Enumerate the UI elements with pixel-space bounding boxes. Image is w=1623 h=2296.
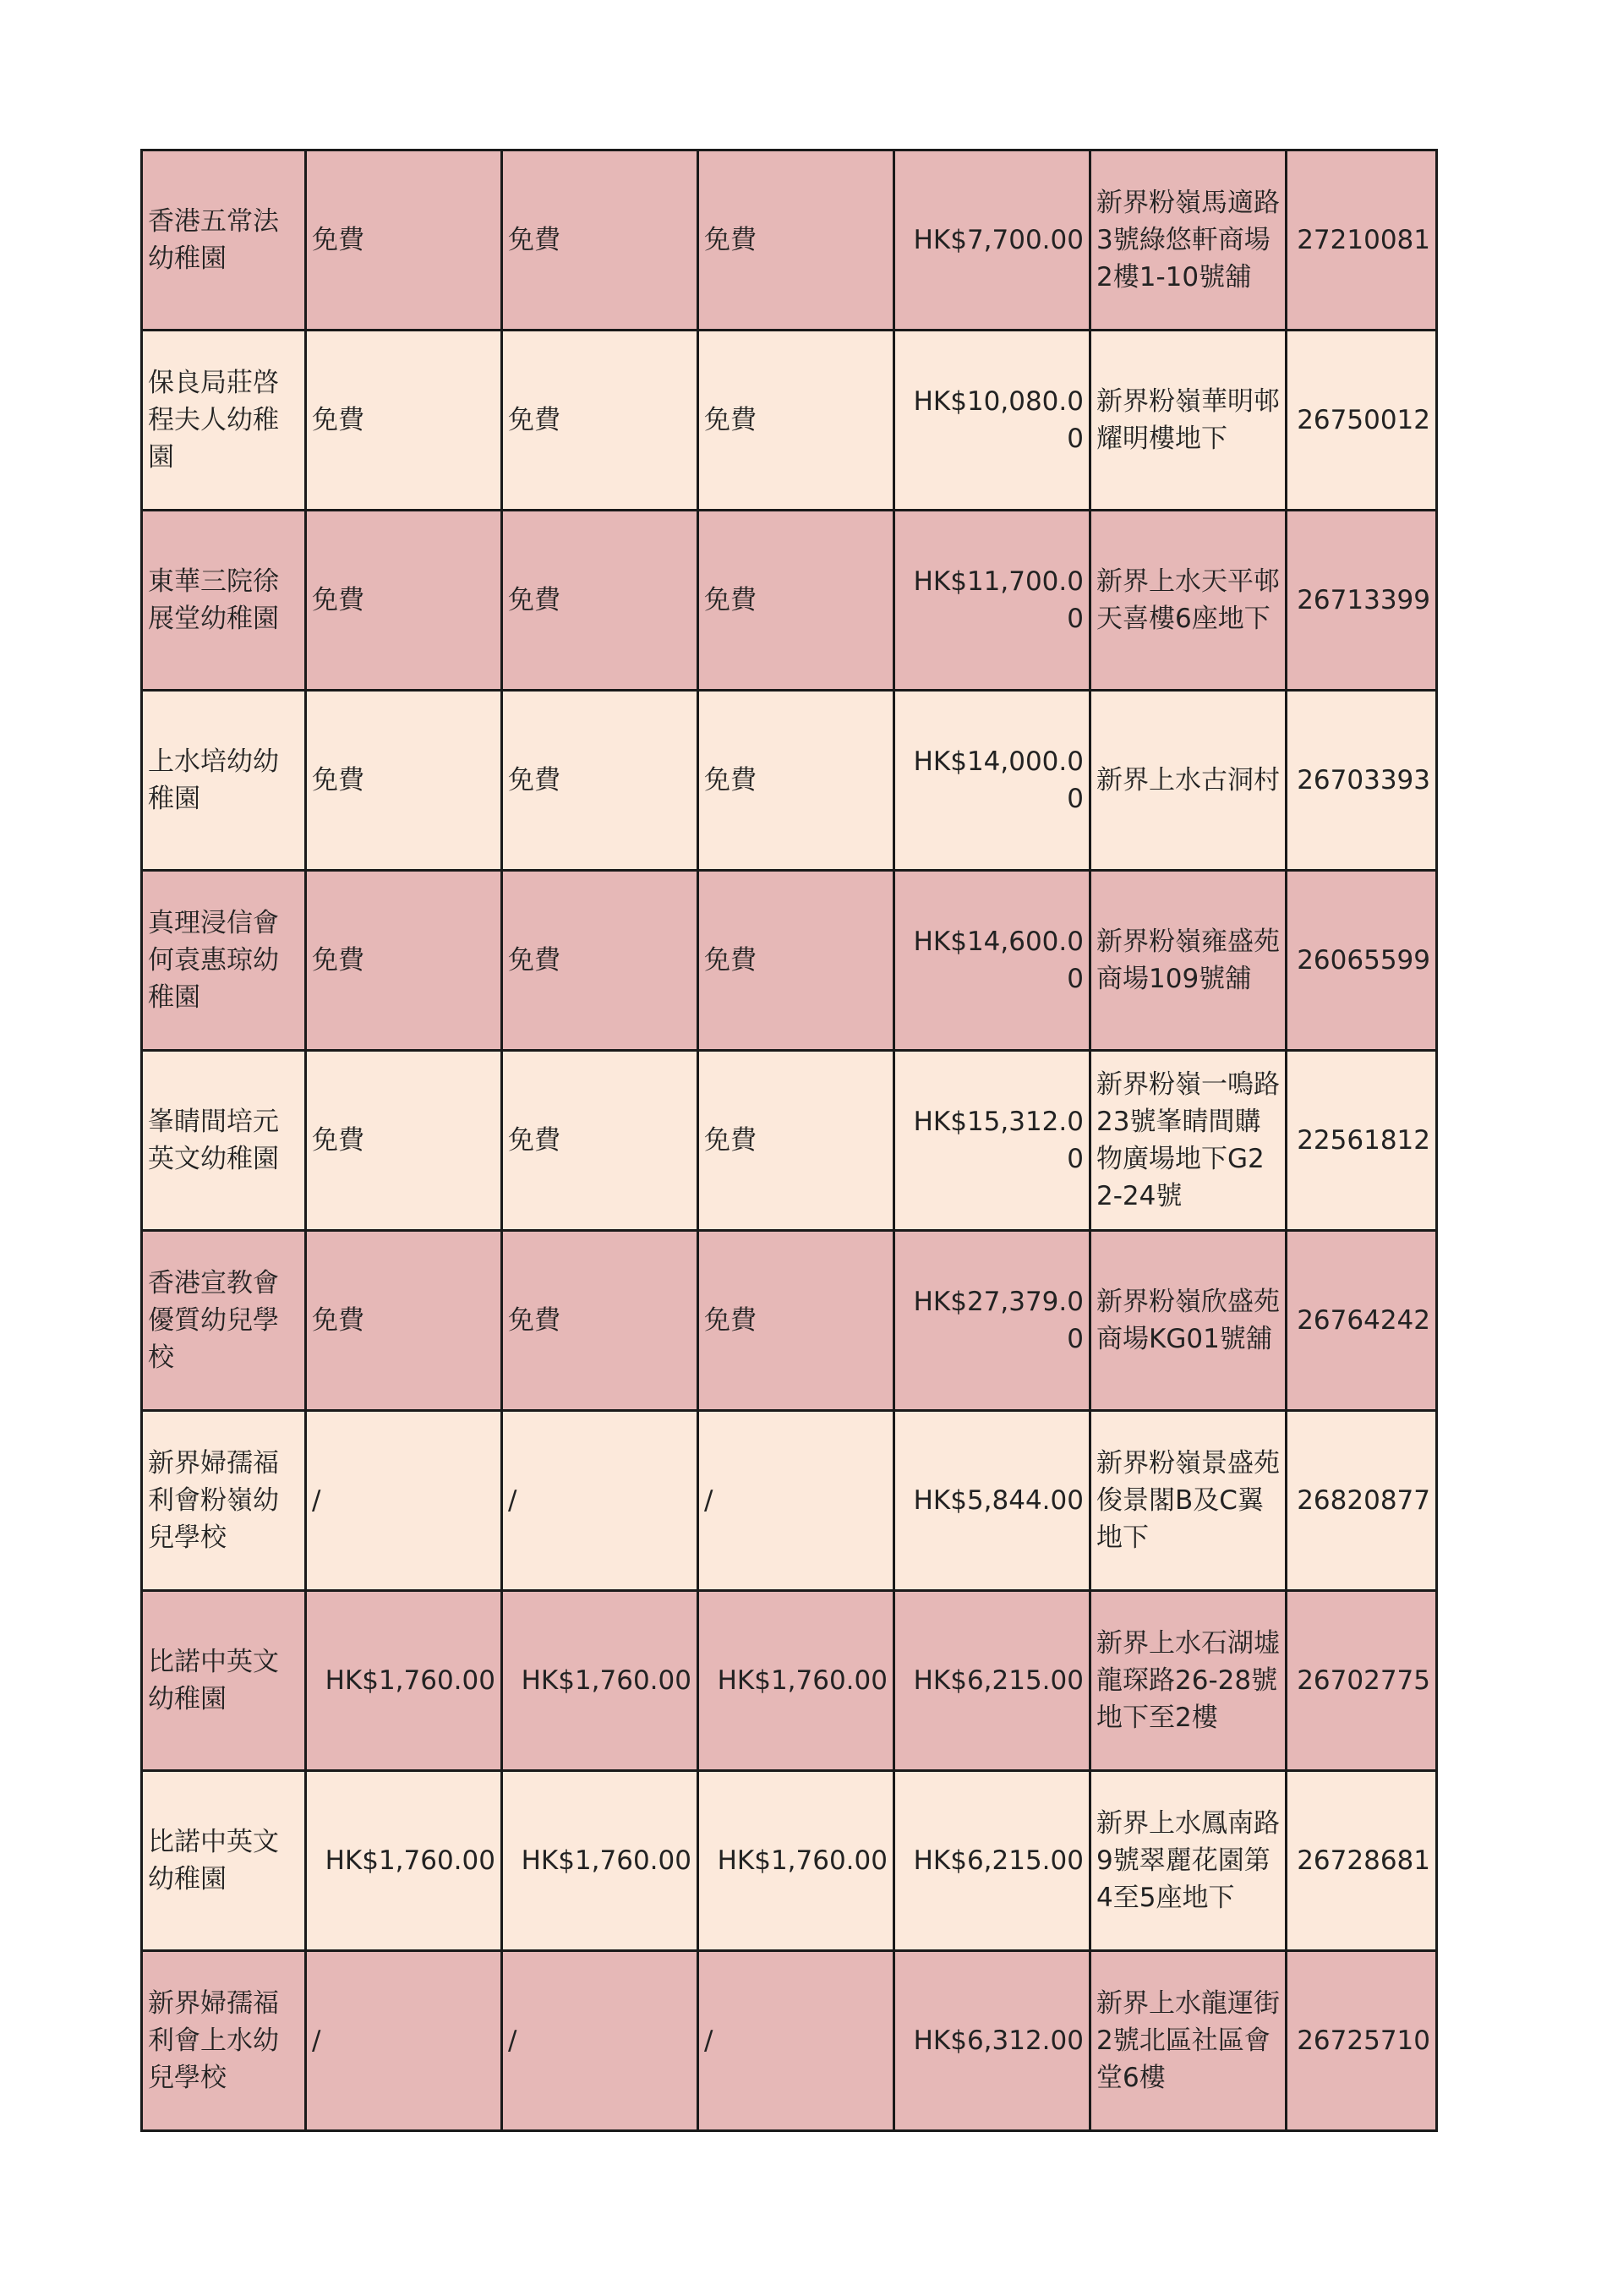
table-row <box>142 1051 1437 1231</box>
table-row <box>142 1411 1437 1591</box>
phone-cell: 26703393 <box>1287 691 1437 871</box>
school-name-cell: 峯睛間培元英文幼稚園 <box>142 1051 306 1231</box>
school-name-cell: 比諾中英文幼稚園 <box>142 1591 306 1771</box>
address-cell: 新界粉嶺華明邨耀明樓地下 <box>1090 331 1287 511</box>
fee-cell-1: 免費 <box>306 871 502 1051</box>
fee-cell-3: 免費 <box>698 331 894 511</box>
address-cell: 新界粉嶺雍盛苑商場109號舖 <box>1090 871 1287 1051</box>
fee-cell-2: 免費 <box>502 150 698 331</box>
fee-cell-2: 免費 <box>502 331 698 511</box>
school-name-cell: 香港五常法幼稚園 <box>142 150 306 331</box>
phone-cell: 26065599 <box>1287 871 1437 1051</box>
table-body <box>142 150 1437 2131</box>
table-row <box>142 691 1437 871</box>
address-cell: 新界上水龍運街2號北區社區會堂6樓 <box>1090 1951 1287 2131</box>
annual-fee-cell: HK$6,215.00 <box>894 1591 1090 1771</box>
table-row <box>142 871 1437 1051</box>
school-name-cell: 新界婦孺福利會粉嶺幼兒學校 <box>142 1411 306 1591</box>
phone-cell: 26725710 <box>1287 1951 1437 2131</box>
table-row <box>142 331 1437 511</box>
table-row <box>142 1951 1437 2131</box>
fee-cell-2: 免費 <box>502 691 698 871</box>
annual-fee-cell: HK$15,312.00 <box>894 1051 1090 1231</box>
phone-cell: 26820877 <box>1287 1411 1437 1591</box>
phone-cell: 22561812 <box>1287 1051 1437 1231</box>
fee-cell-3: 免費 <box>698 1051 894 1231</box>
fee-cell-3: HK$1,760.00 <box>698 1771 894 1951</box>
kindergarten-fee-table <box>140 149 1438 2132</box>
table-row <box>142 150 1437 331</box>
fee-cell-2: HK$1,760.00 <box>502 1591 698 1771</box>
fee-cell-2: / <box>502 1951 698 2131</box>
address-cell: 新界上水天平邨天喜樓6座地下 <box>1090 511 1287 691</box>
fee-cell-2: 免費 <box>502 511 698 691</box>
annual-fee-cell: HK$11,700.00 <box>894 511 1090 691</box>
annual-fee-cell: HK$6,312.00 <box>894 1951 1090 2131</box>
fee-cell-1: / <box>306 1411 502 1591</box>
fee-cell-3: 免費 <box>698 150 894 331</box>
annual-fee-cell: HK$27,379.00 <box>894 1231 1090 1411</box>
address-cell: 新界粉嶺一鳴路23號峯睛間購物廣場地下G22-24號 <box>1090 1051 1287 1231</box>
fee-cell-1: HK$1,760.00 <box>306 1591 502 1771</box>
fee-cell-3: 免費 <box>698 1231 894 1411</box>
phone-cell: 26702775 <box>1287 1591 1437 1771</box>
phone-cell: 26728681 <box>1287 1771 1437 1951</box>
school-name-cell: 香港宣教會優質幼兒學校 <box>142 1231 306 1411</box>
address-cell: 新界粉嶺欣盛苑商場KG01號舖 <box>1090 1231 1287 1411</box>
phone-cell: 26764242 <box>1287 1231 1437 1411</box>
fee-cell-1: 免費 <box>306 511 502 691</box>
table-row <box>142 1231 1437 1411</box>
school-name-cell: 上水培幼幼稚園 <box>142 691 306 871</box>
fee-cell-3: 免費 <box>698 511 894 691</box>
table-row <box>142 511 1437 691</box>
fee-cell-2: 免費 <box>502 871 698 1051</box>
annual-fee-cell: HK$14,000.00 <box>894 691 1090 871</box>
address-cell: 新界上水古洞村 <box>1090 691 1287 871</box>
table-row <box>142 1591 1437 1771</box>
annual-fee-cell: HK$10,080.00 <box>894 331 1090 511</box>
fee-cell-3: / <box>698 1411 894 1591</box>
phone-cell: 26750012 <box>1287 331 1437 511</box>
fee-cell-2: 免費 <box>502 1051 698 1231</box>
school-name-cell: 保良局莊啓程夫人幼稚園 <box>142 331 306 511</box>
fee-cell-3: 免費 <box>698 691 894 871</box>
annual-fee-cell: HK$6,215.00 <box>894 1771 1090 1951</box>
school-name-cell: 真理浸信會何袁惠琼幼稚園 <box>142 871 306 1051</box>
fee-cell-3: / <box>698 1951 894 2131</box>
fee-cell-3: 免費 <box>698 871 894 1051</box>
school-name-cell: 比諾中英文幼稚園 <box>142 1771 306 1951</box>
fee-cell-2: 免費 <box>502 1231 698 1411</box>
fee-cell-2: / <box>502 1411 698 1591</box>
table-row <box>142 1771 1437 1951</box>
fee-cell-3: HK$1,760.00 <box>698 1591 894 1771</box>
annual-fee-cell: HK$5,844.00 <box>894 1411 1090 1591</box>
school-name-cell: 新界婦孺福利會上水幼兒學校 <box>142 1951 306 2131</box>
fee-cell-1: 免費 <box>306 1051 502 1231</box>
fee-cell-1: HK$1,760.00 <box>306 1771 502 1951</box>
school-name-cell: 東華三院徐展堂幼稚園 <box>142 511 306 691</box>
fee-cell-2: HK$1,760.00 <box>502 1771 698 1951</box>
fee-cell-1: 免費 <box>306 150 502 331</box>
address-cell: 新界粉嶺景盛苑俊景閣B及C翼地下 <box>1090 1411 1287 1591</box>
fee-cell-1: / <box>306 1951 502 2131</box>
address-cell: 新界上水鳳南路9號翠麗花園第4至5座地下 <box>1090 1771 1287 1951</box>
annual-fee-cell: HK$14,600.00 <box>894 871 1090 1051</box>
fee-cell-1: 免費 <box>306 691 502 871</box>
fee-cell-1: 免費 <box>306 1231 502 1411</box>
fee-cell-1: 免費 <box>306 331 502 511</box>
address-cell: 新界粉嶺馬適路3號綠悠軒商場2樓1-10號舖 <box>1090 150 1287 331</box>
address-cell: 新界上水石湖墟龍琛路26-28號地下至2樓 <box>1090 1591 1287 1771</box>
phone-cell: 27210081 <box>1287 150 1437 331</box>
phone-cell: 26713399 <box>1287 511 1437 691</box>
annual-fee-cell: HK$7,700.00 <box>894 150 1090 331</box>
